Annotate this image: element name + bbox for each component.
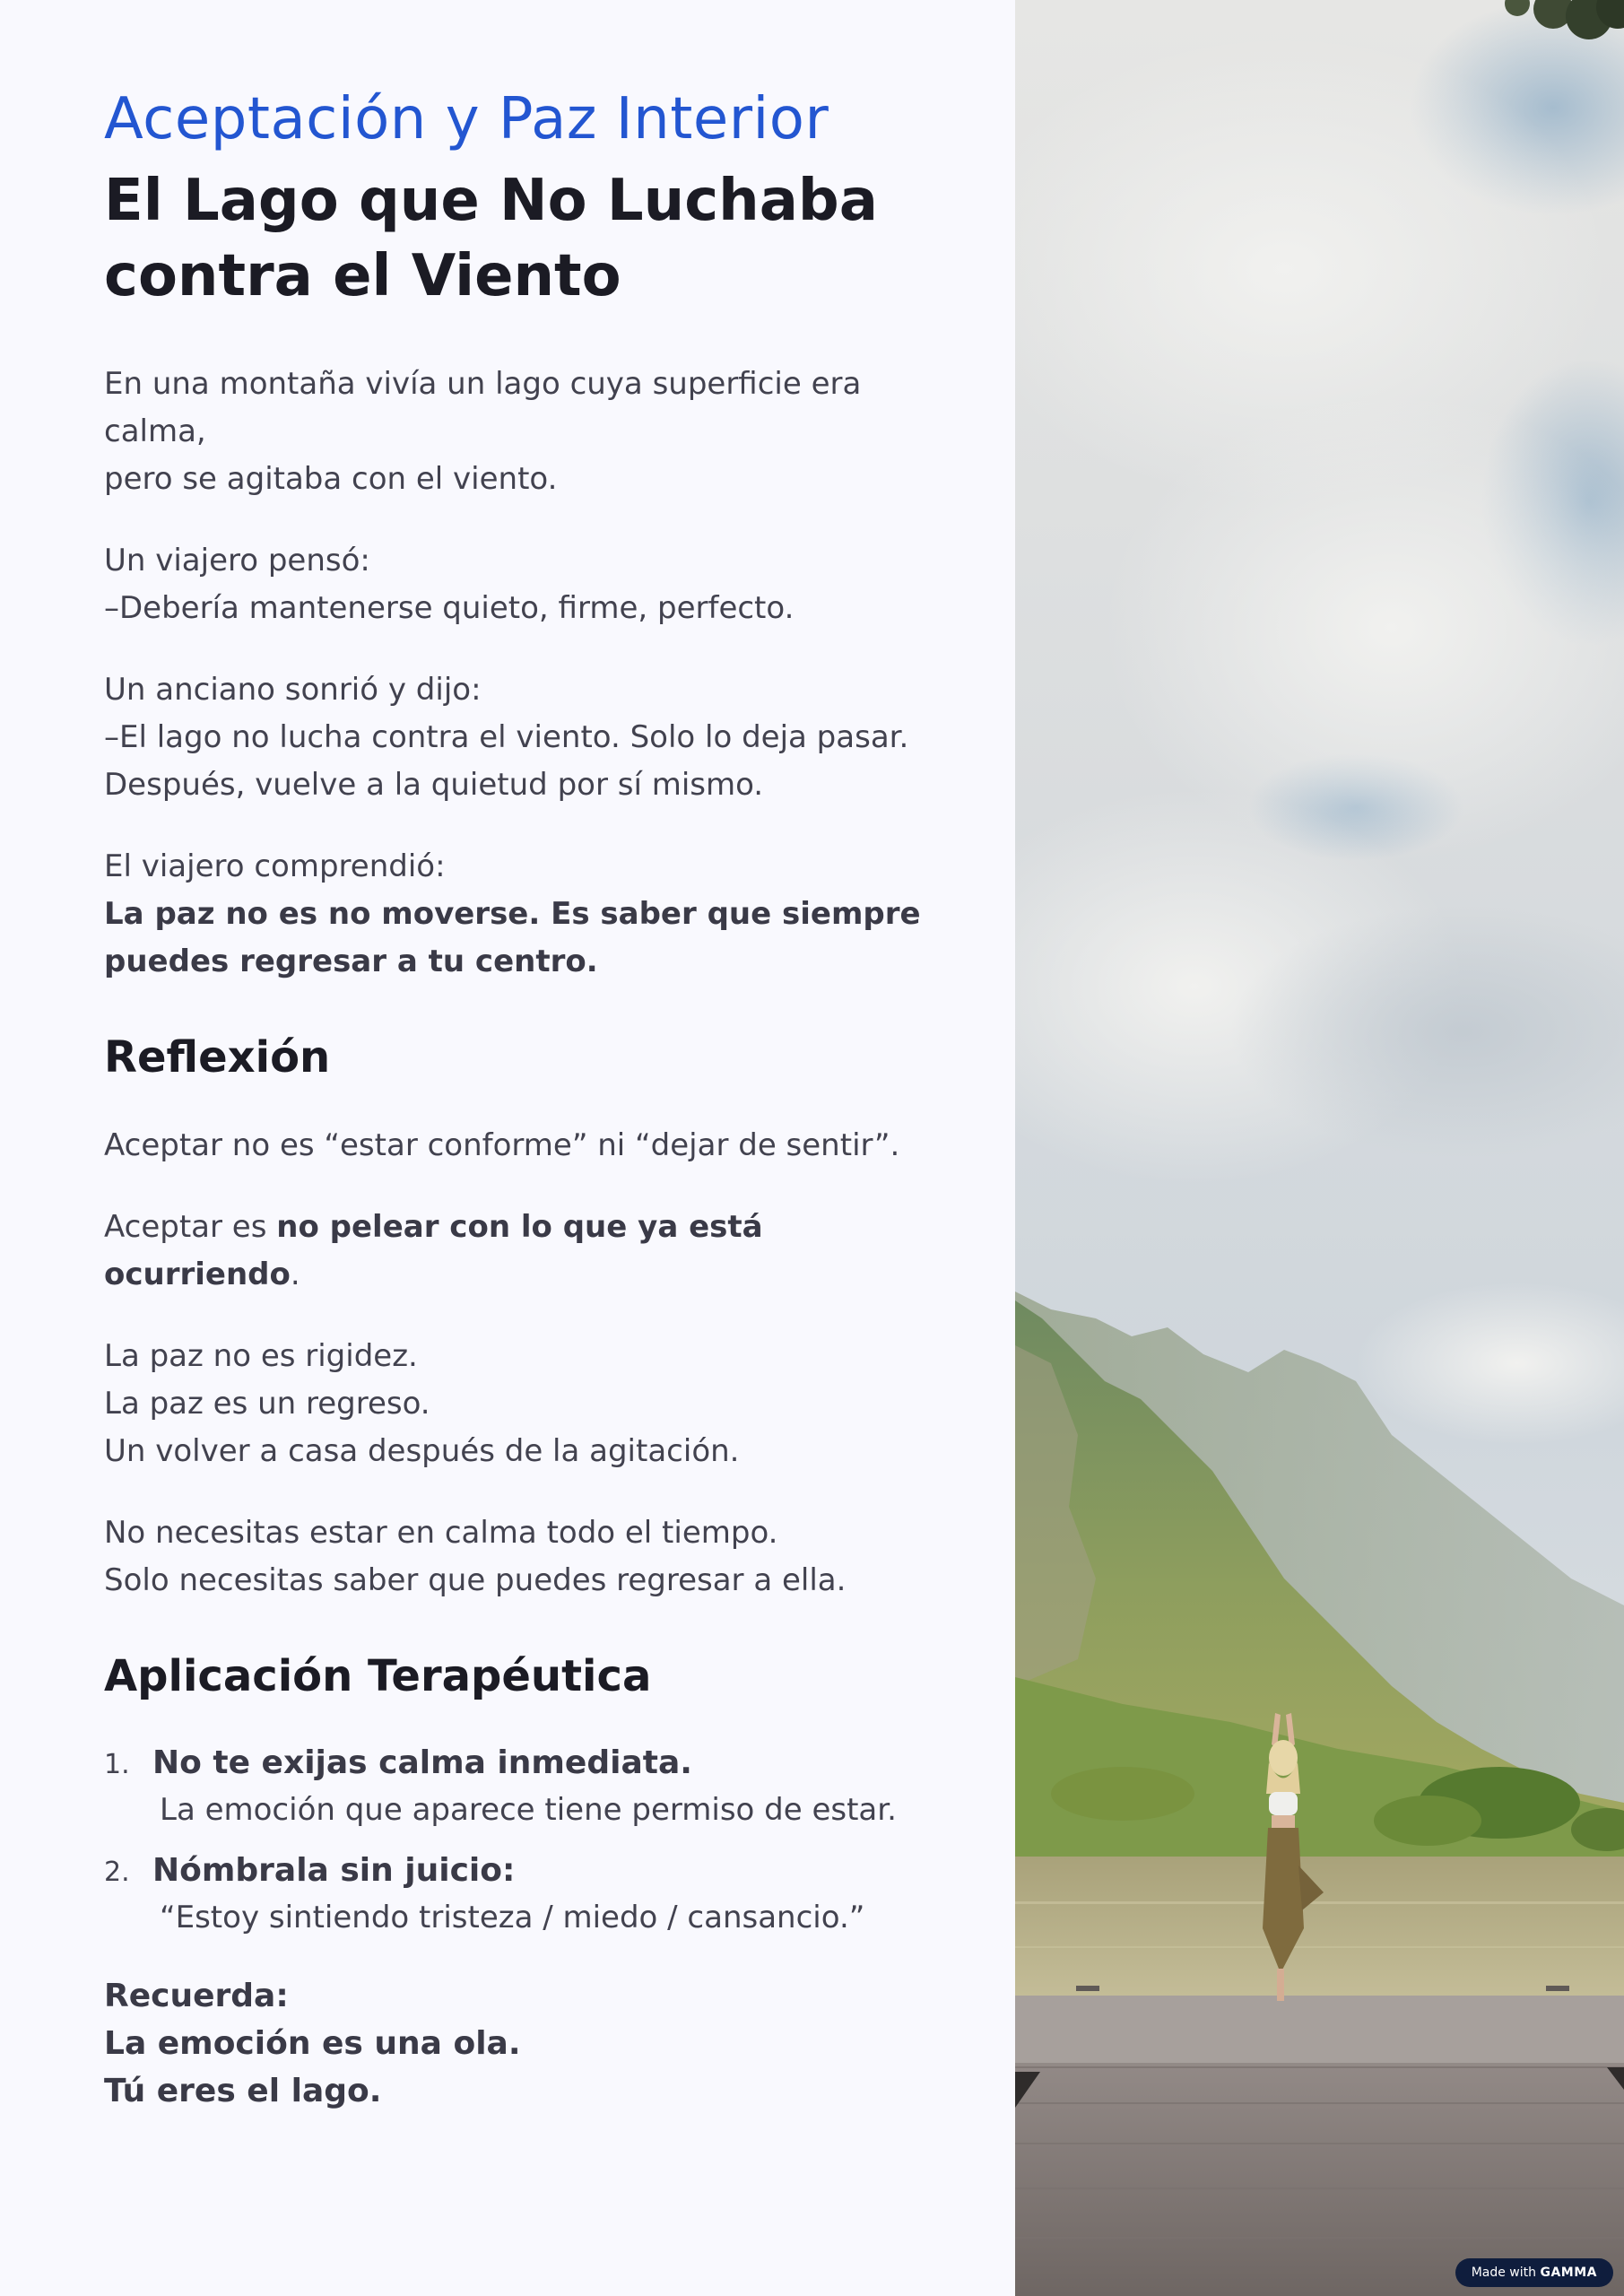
list-item-title: Nómbrala sin juicio: bbox=[152, 1852, 516, 1889]
content-column bbox=[104, 81, 947, 2115]
list-item-description: “Estoy sintiendo tristeza / miedo / cansancio.” bbox=[160, 1900, 865, 1935]
recuerda-note: Recuerda: La emoción es una ola. Tú eres el lago. bbox=[104, 1978, 521, 2109]
page-title bbox=[104, 163, 947, 314]
list-item bbox=[104, 1847, 947, 1942]
title-line-1: El Lago que No Luchaba bbox=[104, 168, 878, 234]
list-item-description: La emoción que aparece tiene permiso de estar. bbox=[160, 1792, 897, 1828]
story-conclusion-bold: La paz no es no moverse. Es saber que siempre puedes regresar a tu centro. bbox=[104, 896, 921, 979]
aplicacion-heading: Aplicación Terapéutica bbox=[104, 1651, 652, 1701]
list-number: 2. bbox=[104, 1857, 130, 1888]
badge-prefix: Made with bbox=[1471, 2266, 1541, 2280]
story-conclusion-intro: El viajero comprendió: bbox=[104, 848, 446, 884]
story-paragraph-1: En una montaña vivía un lago cuya superficie era calma, pero se agitaba con el viento. bbox=[104, 366, 862, 497]
reflexion-p2-bold: no pelear con lo que ya está ocurriendo bbox=[104, 1209, 763, 1292]
reflexion-paragraph-3: La paz no es rigidez. La paz es un regreso. Un volver a casa después de la agitación. bbox=[104, 1338, 740, 1469]
list-item-title: No te exijas calma inmediata. bbox=[152, 1744, 692, 1781]
story-paragraph-4 bbox=[104, 843, 947, 986]
gamma-logo: GAMMA bbox=[1540, 2266, 1597, 2280]
lake-yoga-illustration bbox=[1015, 0, 1624, 2296]
list-number: 1. bbox=[104, 1749, 130, 1780]
reflexion-heading: Reflexión bbox=[104, 1032, 331, 1083]
landscape-photo bbox=[1015, 0, 1624, 2296]
list-item bbox=[104, 1739, 947, 1834]
reflexion-paragraph-1: Aceptar no es “estar conforme” ni “dejar de sentir”. bbox=[104, 1127, 900, 1163]
reflexion-paragraph-4: No necesitas estar en calma todo el tiempo. Solo necesitas saber que puedes regresar a ella. bbox=[104, 1515, 847, 1598]
page-subtitle: Aceptación y Paz Interior bbox=[104, 86, 829, 152]
made-with-gamma-badge[interactable] bbox=[1455, 2258, 1613, 2287]
reflexion-p2-post: . bbox=[290, 1257, 300, 1292]
story-paragraph-2: Un viajero pensó: –Debería mantenerse quieto, firme, perfecto. bbox=[104, 543, 795, 626]
reflexion-paragraph-2 bbox=[104, 1204, 947, 1299]
story-paragraph-3: Un anciano sonrió y dijo: –El lago no lucha contra el viento. Solo lo deja pasar. Después, vuelve a la quietud por sí mismo. bbox=[104, 672, 909, 803]
reflexion-p2-pre: Aceptar es bbox=[104, 1209, 277, 1245]
title-line-2: contra el Viento bbox=[104, 243, 621, 309]
